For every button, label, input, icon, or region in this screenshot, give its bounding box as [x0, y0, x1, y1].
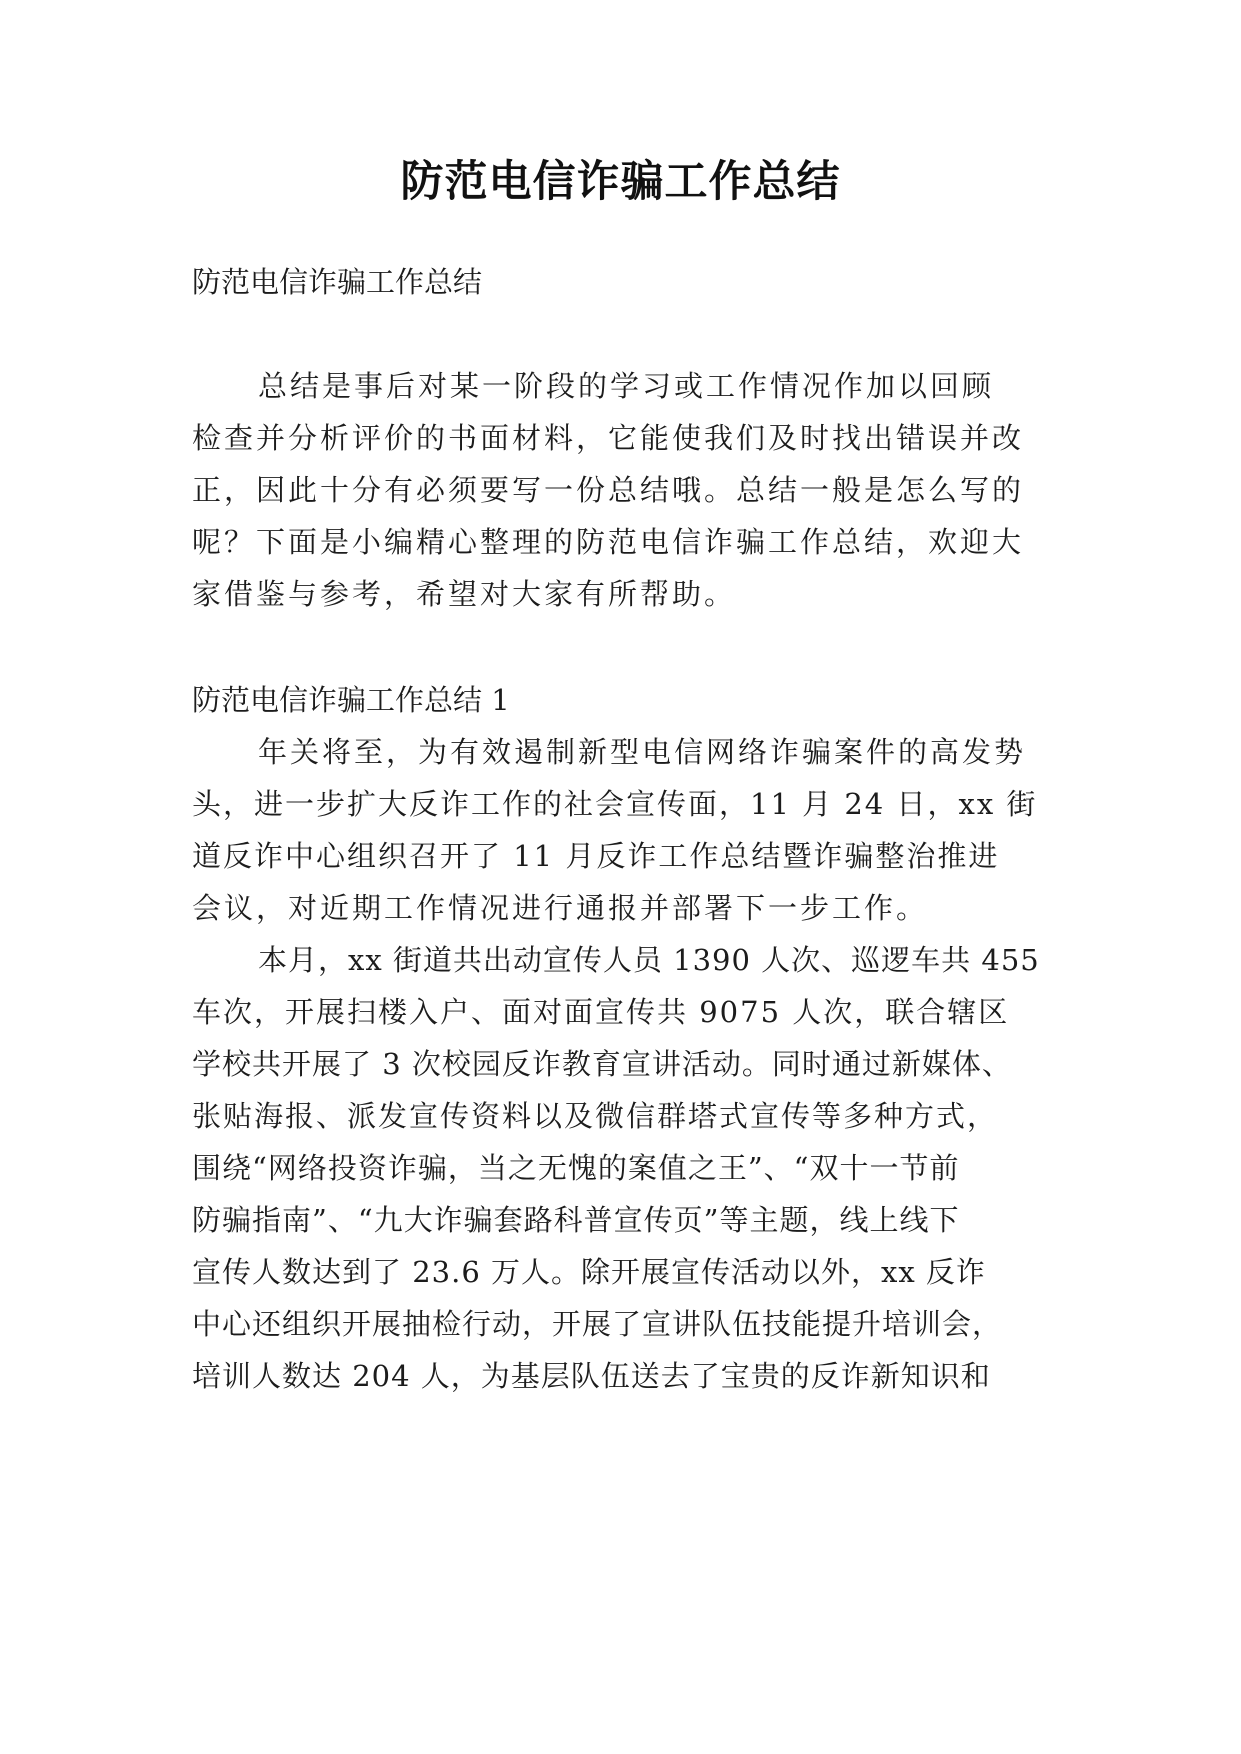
- body-line: 培训人数达 204 人，为基层队伍送去了宝贵的反诈新知识和: [192, 1359, 991, 1393]
- intro-line: 家借鉴与参考，希望对大家有所帮助。: [192, 577, 737, 611]
- intro-line: 总结是事后对某一阶段的学习或工作情况作加以回顾: [258, 369, 995, 403]
- body-line: 头，进一步扩大反诈工作的社会宣传面，11 月 24 日，xx 街: [192, 787, 1038, 821]
- body-line: 道反诈中心组织召开了 11 月反诈工作总结暨诈骗整治推进: [192, 839, 1000, 873]
- intro-line: 呢？下面是小编精心整理的防范电信诈骗工作总结，欢迎大: [192, 525, 1025, 559]
- section-heading: 防范电信诈骗工作总结 1: [192, 683, 510, 717]
- body-line: 会议，对近期工作情况进行通报并部署下一步工作。: [192, 891, 929, 925]
- body-line: 宣传人数达到了 23.6 万人。除开展宣传活动以外，xx 反诈: [192, 1255, 986, 1289]
- body-line: 本月，xx 街道共出动宣传人员 1390 人次、巡逻车共 455: [258, 943, 1040, 977]
- body-line: 车次，开展扫楼入户、面对面宣传共 9075 人次，联合辖区: [192, 995, 1010, 1029]
- body-line: 年关将至，为有效遏制新型电信网络诈骗案件的高发势: [258, 735, 1027, 769]
- document-subtitle: 防范电信诈骗工作总结: [192, 265, 483, 299]
- body-line: 中心还组织开展抽检行动，开展了宣讲队伍技能提升培训会，: [192, 1307, 1003, 1341]
- body-line: 围绕“网络投资诈骗，当之无愧的案值之王”、“双十一节前: [192, 1151, 960, 1185]
- intro-line: 正，因此十分有必须要写一份总结哦。总结一般是怎么写的: [192, 473, 1025, 507]
- body-line: 防骗指南”、“九大诈骗套路科普宣传页”等主题，线上线下: [192, 1203, 960, 1237]
- body-line: 张贴海报、派发宣传资料以及微信群塔式宣传等多种方式，: [192, 1099, 999, 1133]
- body-line: 学校共开展了 3 次校园反诈教育宣讲活动。同时通过新媒体、: [192, 1047, 1012, 1081]
- document-title: 防范电信诈骗工作总结: [400, 157, 841, 207]
- intro-line: 检查并分析评价的书面材料，它能使我们及时找出错误并改: [192, 421, 1025, 455]
